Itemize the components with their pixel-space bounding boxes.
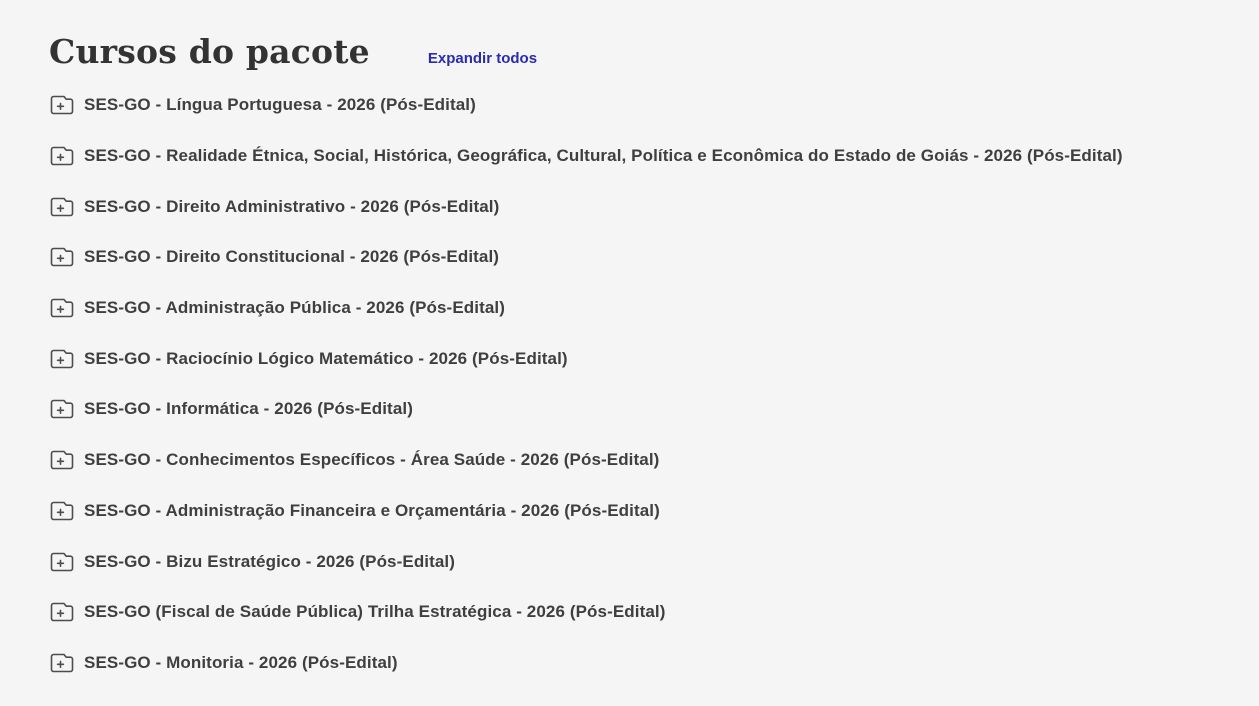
course-row[interactable]	[49, 80, 1210, 131]
folder-plus-icon	[49, 651, 75, 675]
folder-plus-icon	[49, 144, 75, 168]
folder-plus-icon	[49, 550, 75, 574]
course-label: SES-GO - Raciocínio Lógico Matemático - 2026 (Pós-Edital)	[84, 348, 568, 368]
course-label: SES-GO - Informática - 2026 (Pós-Edital)	[84, 399, 413, 419]
folder-plus-icon	[49, 499, 75, 523]
course-list	[49, 80, 1210, 688]
course-row[interactable]	[49, 131, 1210, 182]
course-label: SES-GO - Bizu Estratégico - 2026 (Pós-Edital)	[84, 551, 456, 571]
course-label: SES-GO - Língua Portuguesa - 2026 (Pós-Edital)	[84, 95, 476, 115]
folder-plus-icon	[49, 448, 75, 472]
folder-plus-icon	[49, 296, 75, 320]
course-row[interactable]	[49, 232, 1210, 283]
course-row[interactable]	[49, 536, 1210, 587]
course-row[interactable]	[49, 181, 1210, 232]
course-label: SES-GO - Realidade Étnica, Social, Histórica, Geográfica, Cultural, Política e Econômica do Estado de Goiás - 2026 (Pós-Edital)	[84, 146, 1123, 166]
course-label: SES-GO - Direito Constitucional - 2026 (Pós-Edital)	[84, 247, 500, 267]
folder-plus-icon	[49, 195, 75, 219]
folder-plus-icon	[49, 245, 75, 269]
course-label: SES-GO (Fiscal de Saúde Pública) Trilha Estratégica - 2026 (Pós-Edital)	[84, 602, 666, 622]
course-label: SES-GO - Direito Administrativo - 2026 (Pós-Edital)	[84, 196, 500, 216]
course-row[interactable]	[49, 384, 1210, 435]
expand-all-link[interactable]: Expandir todos	[427, 50, 538, 67]
page-title: Cursos do pacote	[49, 32, 370, 71]
courses-header	[49, 0, 1210, 74]
course-row[interactable]	[49, 333, 1210, 384]
course-label: SES-GO - Administração Pública - 2026 (Pós-Edital)	[84, 298, 505, 318]
course-row[interactable]	[49, 283, 1210, 334]
course-label: SES-GO - Administração Financeira e Orçamentária - 2026 (Pós-Edital)	[84, 500, 660, 520]
folder-plus-icon	[49, 397, 75, 421]
course-row[interactable]	[49, 435, 1210, 486]
folder-plus-icon	[49, 347, 75, 371]
course-label: SES-GO - Monitoria - 2026 (Pós-Edital)	[84, 652, 398, 672]
course-row[interactable]	[49, 587, 1210, 638]
course-row[interactable]	[49, 486, 1210, 537]
folder-plus-icon	[49, 600, 75, 624]
course-label: SES-GO - Conhecimentos Específicos - Área Saúde - 2026 (Pós-Edital)	[84, 450, 660, 470]
folder-plus-icon	[49, 93, 75, 117]
course-row[interactable]	[49, 638, 1210, 689]
